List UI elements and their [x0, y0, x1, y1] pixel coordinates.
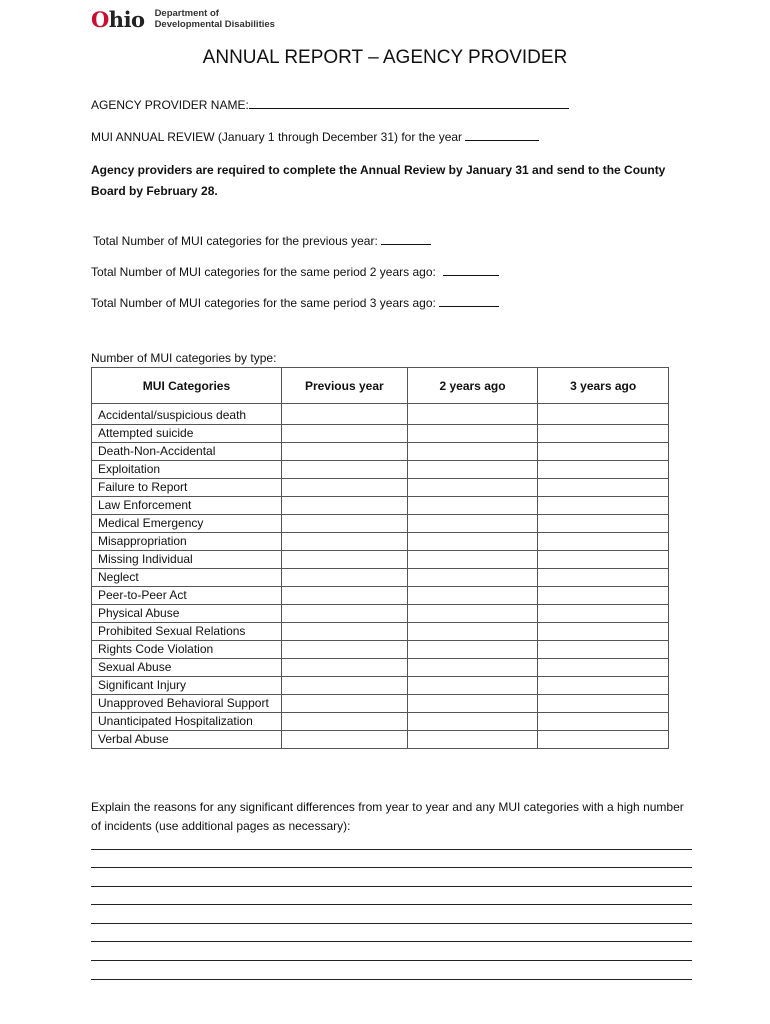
total-two-years-ago-row	[91, 264, 499, 279]
previous-year-cell[interactable]	[281, 569, 407, 587]
previous-year-cell[interactable]	[281, 623, 407, 641]
mui-table-caption: Number of MUI categories by type:	[91, 351, 277, 365]
mui-category-label: Sexual Abuse	[92, 659, 282, 677]
previous-year-cell[interactable]	[281, 461, 407, 479]
previous-year-cell[interactable]	[281, 587, 407, 605]
three-years-ago-cell[interactable]	[538, 497, 669, 515]
table-row	[92, 533, 669, 551]
total-two-years-ago-label: Total Number of MUI categories for the same period 2 years ago:	[91, 265, 436, 279]
total-three-years-ago-row	[91, 295, 499, 310]
mui-review-year-row	[91, 129, 539, 144]
three-years-ago-cell[interactable]	[538, 569, 669, 587]
table-row	[92, 497, 669, 515]
two-years-ago-cell[interactable]	[407, 641, 538, 659]
table-row	[92, 659, 669, 677]
mui-category-label: Missing Individual	[92, 551, 282, 569]
mui-category-label: Rights Code Violation	[92, 641, 282, 659]
explanation-line[interactable]	[91, 886, 692, 887]
two-years-ago-cell[interactable]	[407, 515, 538, 533]
three-years-ago-cell[interactable]	[538, 551, 669, 569]
table-row	[92, 404, 669, 425]
previous-year-cell[interactable]	[281, 695, 407, 713]
agency-provider-name-label: AGENCY PROVIDER NAME:	[91, 98, 249, 112]
previous-year-cell[interactable]	[281, 404, 407, 425]
total-previous-year-label: Total Number of MUI categories for the previous year:	[93, 234, 378, 248]
department-name: Department of Developmental Disabilities	[154, 8, 275, 30]
two-years-ago-cell[interactable]	[407, 425, 538, 443]
submission-notice: Agency providers are required to complete the Annual Review by January 31 and send to the County Board by February 28.	[91, 163, 666, 198]
agency-provider-name-row	[91, 97, 569, 112]
explanation-line[interactable]	[91, 960, 692, 961]
previous-year-cell[interactable]	[281, 497, 407, 515]
two-years-ago-cell[interactable]	[407, 551, 538, 569]
previous-year-cell[interactable]	[281, 713, 407, 731]
ohio-dodd-logo	[91, 6, 275, 32]
ohio-wordmark: Ohio	[91, 6, 145, 32]
two-years-ago-cell[interactable]	[407, 533, 538, 551]
mui-category-label: Medical Emergency	[92, 515, 282, 533]
header-mui-categories: MUI Categories	[92, 368, 282, 404]
table-body	[92, 404, 669, 749]
three-years-ago-cell[interactable]	[538, 677, 669, 695]
two-years-ago-cell[interactable]	[407, 677, 538, 695]
header-2-years-ago: 2 years ago	[407, 368, 538, 404]
total-previous-year-row	[93, 233, 431, 248]
mui-category-label: Neglect	[92, 569, 282, 587]
previous-year-cell[interactable]	[281, 533, 407, 551]
two-years-ago-cell[interactable]	[407, 479, 538, 497]
header-previous-year: Previous year	[281, 368, 407, 404]
two-years-ago-cell[interactable]	[407, 461, 538, 479]
total-previous-year-field[interactable]	[381, 233, 431, 245]
table-row	[92, 551, 669, 569]
table-row	[92, 641, 669, 659]
mui-category-label: Attempted suicide	[92, 425, 282, 443]
previous-year-cell[interactable]	[281, 425, 407, 443]
table-row	[92, 623, 669, 641]
header-3-years-ago: 3 years ago	[538, 368, 669, 404]
three-years-ago-cell[interactable]	[538, 659, 669, 677]
agency-provider-name-field[interactable]	[249, 97, 569, 109]
previous-year-cell[interactable]	[281, 731, 407, 749]
previous-year-cell[interactable]	[281, 605, 407, 623]
two-years-ago-cell[interactable]	[407, 569, 538, 587]
two-years-ago-cell[interactable]	[407, 695, 538, 713]
three-years-ago-cell[interactable]	[538, 605, 669, 623]
table-row	[92, 731, 669, 749]
three-years-ago-cell[interactable]	[538, 425, 669, 443]
two-years-ago-cell[interactable]	[407, 587, 538, 605]
previous-year-cell[interactable]	[281, 677, 407, 695]
table-row	[92, 515, 669, 533]
mui-category-label: Verbal Abuse	[92, 731, 282, 749]
three-years-ago-cell[interactable]	[538, 533, 669, 551]
mui-category-label: Accidental/suspicious death	[92, 404, 282, 425]
previous-year-cell[interactable]	[281, 641, 407, 659]
table-row	[92, 605, 669, 623]
mui-review-year-label: MUI ANNUAL REVIEW (January 1 through December 31) for the year	[91, 130, 463, 144]
table-row	[92, 677, 669, 695]
mui-category-label: Peer-to-Peer Act	[92, 587, 282, 605]
explanation-line[interactable]	[91, 979, 692, 980]
mui-category-label: Prohibited Sexual Relations	[92, 623, 282, 641]
three-years-ago-cell[interactable]	[538, 461, 669, 479]
mui-category-label: Unanticipated Hospitalization	[92, 713, 282, 731]
table-row	[92, 713, 669, 731]
three-years-ago-cell[interactable]	[538, 404, 669, 425]
table-row	[92, 443, 669, 461]
three-years-ago-cell[interactable]	[538, 443, 669, 461]
explanation-line[interactable]	[91, 867, 692, 868]
three-years-ago-cell[interactable]	[538, 713, 669, 731]
mui-category-label: Misappropriation	[92, 533, 282, 551]
mui-category-label: Unapproved Behavioral Support	[92, 695, 282, 713]
two-years-ago-cell[interactable]	[407, 659, 538, 677]
mui-review-year-field[interactable]	[465, 129, 539, 141]
mui-category-label: Failure to Report	[92, 479, 282, 497]
three-years-ago-cell[interactable]	[538, 515, 669, 533]
table-row	[92, 479, 669, 497]
three-years-ago-cell[interactable]	[538, 479, 669, 497]
previous-year-cell[interactable]	[281, 515, 407, 533]
explanation-line[interactable]	[91, 904, 692, 905]
previous-year-cell[interactable]	[281, 479, 407, 497]
table-row	[92, 569, 669, 587]
two-years-ago-cell[interactable]	[407, 404, 538, 425]
previous-year-cell[interactable]	[281, 443, 407, 461]
page-title: ANNUAL REPORT – AGENCY PROVIDER	[202, 47, 568, 68]
table-row	[92, 461, 669, 479]
two-years-ago-cell[interactable]	[407, 443, 538, 461]
table-row	[92, 425, 669, 443]
total-three-years-ago-label: Total Number of MUI categories for the same period 3 years ago:	[91, 296, 436, 310]
explanation-line[interactable]	[91, 941, 692, 942]
three-years-ago-cell[interactable]	[538, 587, 669, 605]
two-years-ago-cell[interactable]	[407, 623, 538, 641]
mui-category-label: Death-Non-Accidental	[92, 443, 282, 461]
two-years-ago-cell[interactable]	[407, 731, 538, 749]
explanation-prompt: Explain the reasons for any significant differences from year to year and any MUI categories with a high number of incidents (use additional pages as necessary):	[91, 800, 684, 833]
mui-category-label: Law Enforcement	[92, 497, 282, 515]
three-years-ago-cell[interactable]	[538, 731, 669, 749]
previous-year-cell[interactable]	[281, 659, 407, 677]
mui-category-label: Exploitation	[92, 461, 282, 479]
table-row	[92, 695, 669, 713]
mui-category-label: Significant Injury	[92, 677, 282, 695]
total-two-years-ago-field[interactable]	[443, 264, 499, 276]
two-years-ago-cell[interactable]	[407, 605, 538, 623]
table-header-row	[92, 368, 669, 404]
three-years-ago-cell[interactable]	[538, 695, 669, 713]
explanation-line[interactable]	[91, 849, 692, 850]
three-years-ago-cell[interactable]	[538, 623, 669, 641]
mui-category-label: Physical Abuse	[92, 605, 282, 623]
mui-categories-table	[91, 367, 669, 749]
table-row	[92, 587, 669, 605]
explanation-line[interactable]	[91, 923, 692, 924]
three-years-ago-cell[interactable]	[538, 641, 669, 659]
previous-year-cell[interactable]	[281, 551, 407, 569]
two-years-ago-cell[interactable]	[407, 713, 538, 731]
two-years-ago-cell[interactable]	[407, 497, 538, 515]
total-three-years-ago-field[interactable]	[439, 295, 499, 307]
